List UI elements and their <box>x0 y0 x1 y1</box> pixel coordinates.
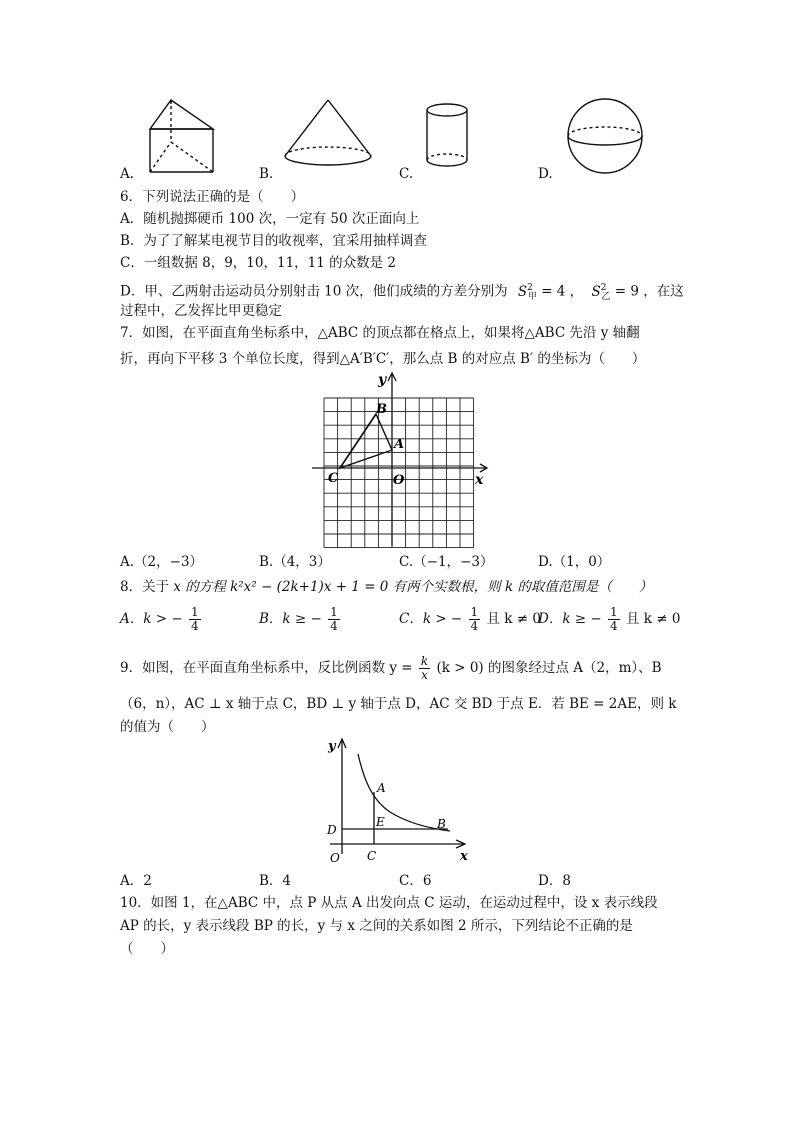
q8-equation: x 的方程 k²x² − (2k+1)x + 1 = 0 有两个实数根，则 k 的取值范围是（ ） <box>173 579 653 595</box>
q7-label-a: A <box>394 437 405 452</box>
q9-stem-line1 <box>120 655 662 682</box>
q9-label-o: O <box>330 851 340 865</box>
q7-label-x: x <box>475 472 484 488</box>
fraction: $\frac{1}{4}$ <box>190 605 199 633</box>
q9-label-y: y <box>328 739 336 754</box>
q8-stem <box>120 578 652 596</box>
variance-sub-1: 甲 <box>527 292 537 303</box>
q8-option-a-text: A．k > − <box>120 611 183 627</box>
q6-option-d-line2: 过程中，乙发挥比甲更稳定 <box>120 303 282 319</box>
q8-option-c-suffix: 且 k ≠ 0 <box>486 611 541 627</box>
fraction: $\frac{k}{x}$ <box>420 654 429 682</box>
q7-label-c: C <box>328 471 339 486</box>
variance-sub-2: 乙 <box>601 292 611 303</box>
q9-stem-line2: （6，n），AC ⊥ x 轴于点 C，BD ⊥ y 轴于点 D，AC 交 BD 于点 E．若 BE = 2AE，则 k <box>120 696 677 712</box>
q10-stem-line3: （ ） <box>120 941 174 957</box>
q8-stem-prefix: 8．关于 <box>120 579 170 595</box>
q9-label-e: E <box>376 815 385 829</box>
variance-value-1: = 4 ， <box>541 283 584 300</box>
q6-option-c[interactable]: C．一组数据 8，9，10，11，11 的众数是 2 <box>120 255 397 271</box>
q5-option-c[interactable]: C. <box>399 166 414 182</box>
q5-option-b[interactable]: B. <box>259 166 274 182</box>
q9-label-x: x <box>460 849 468 864</box>
q9-stem-suffix: (k > 0) 的图象经过点 A（2，m）、B <box>436 660 662 676</box>
q7-stem-line2: 折，再向下平移 3 个单位长度，得到△A′B′C′，那么点 B 的对应点 B′ 的坐标为（ ） <box>120 351 646 367</box>
q7-label-y: y <box>378 372 387 388</box>
q8-option-c-text: C．k > − <box>399 611 463 627</box>
q7-stem-line1: 7．如图，在平面直角坐标系中，△ABC 的顶点都在格点上，如果将△ABC 先沿 y 轴翻 <box>120 325 640 341</box>
q9-label-a: A <box>377 781 386 795</box>
cylinder-icon <box>420 96 480 176</box>
q8-option-b-text: B．k ≥ − <box>259 611 322 627</box>
q7-option-d[interactable]: D.（1，0） <box>538 554 611 570</box>
q8-option-b[interactable] <box>259 606 342 633</box>
fraction: $\frac{1}{4}$ <box>470 605 479 633</box>
cone-icon <box>280 96 380 176</box>
q8-option-c[interactable] <box>399 606 541 633</box>
sphere-icon <box>562 96 652 176</box>
q6-option-d[interactable]: D．甲、乙两射击运动员分别射击 10 次，他们成绩的方差分别为 $S^2_甲 = 4$ ， $S^2_乙 = 9$ ，在这 <box>120 283 684 303</box>
q7-label-o: O <box>393 473 405 488</box>
q7-grid-figure <box>310 370 510 550</box>
q6-stem: 6．下列说法正确的是（ ） <box>120 189 305 205</box>
fraction: $\frac{1}{4}$ <box>330 605 338 633</box>
q6-option-b[interactable]: B．为了了解某电视节目的收视率，宜采用抽样调查 <box>120 233 427 249</box>
q7-option-a[interactable]: A.（2，−3） <box>120 554 204 570</box>
triangular-prism-icon <box>143 96 223 176</box>
q7-label-b: B <box>376 402 387 417</box>
variance-value-2: = 9 ，在这 <box>614 283 684 300</box>
variance-symbol-1: S <box>517 283 528 300</box>
q8-option-d-suffix: 且 k ≠ 0 <box>625 611 681 627</box>
q8-option-a[interactable] <box>120 606 203 633</box>
q6-option-d-text: D．甲、乙两射击运动员分别射击 10 次，他们成绩的方差分别为 <box>120 283 508 300</box>
q9-stem-prefix: 9．如图，在平面直角坐标系中，反比例函数 y = <box>120 660 413 676</box>
q6-option-a[interactable]: A．随机抛掷硬币 100 次，一定有 50 次正面向上 <box>120 211 420 227</box>
q10-stem-line2: AP 的长，y 表示线段 BP 的长，y 与 x 之间的关系如图 2 所示，下列结论不正确的是 <box>120 918 633 934</box>
q7-option-c[interactable]: C.（−1，−3） <box>399 554 494 570</box>
q9-stem-line3: 的值为（ ） <box>120 719 215 735</box>
q10-stem-line1: 10．如图 1，在△ABC 中，点 P 从点 A 出发向点 C 运动，在运动过程中，设 x 表示线段 <box>120 895 658 911</box>
q9-option-b[interactable]: B．4 <box>259 873 292 889</box>
q9-option-a[interactable]: A．2 <box>120 873 152 889</box>
variance-symbol-2: S <box>591 283 601 300</box>
q8-option-d[interactable] <box>538 606 680 633</box>
q7-option-b[interactable]: B.（4，3） <box>259 554 331 570</box>
q9-option-c[interactable]: C．6 <box>399 873 432 889</box>
q9-option-d[interactable]: D．8 <box>538 873 571 889</box>
q9-label-d: D <box>327 823 337 837</box>
fraction: $\frac{1}{4}$ <box>610 605 618 633</box>
q9-label-b: B <box>437 817 446 831</box>
q9-label-c: C <box>367 849 377 863</box>
q8-option-d-text: D．k ≥ − <box>538 611 602 627</box>
q5-option-a[interactable]: A. <box>120 166 135 182</box>
q5-option-d[interactable]: D. <box>538 166 553 182</box>
q9-hyperbola-figure <box>322 736 482 866</box>
